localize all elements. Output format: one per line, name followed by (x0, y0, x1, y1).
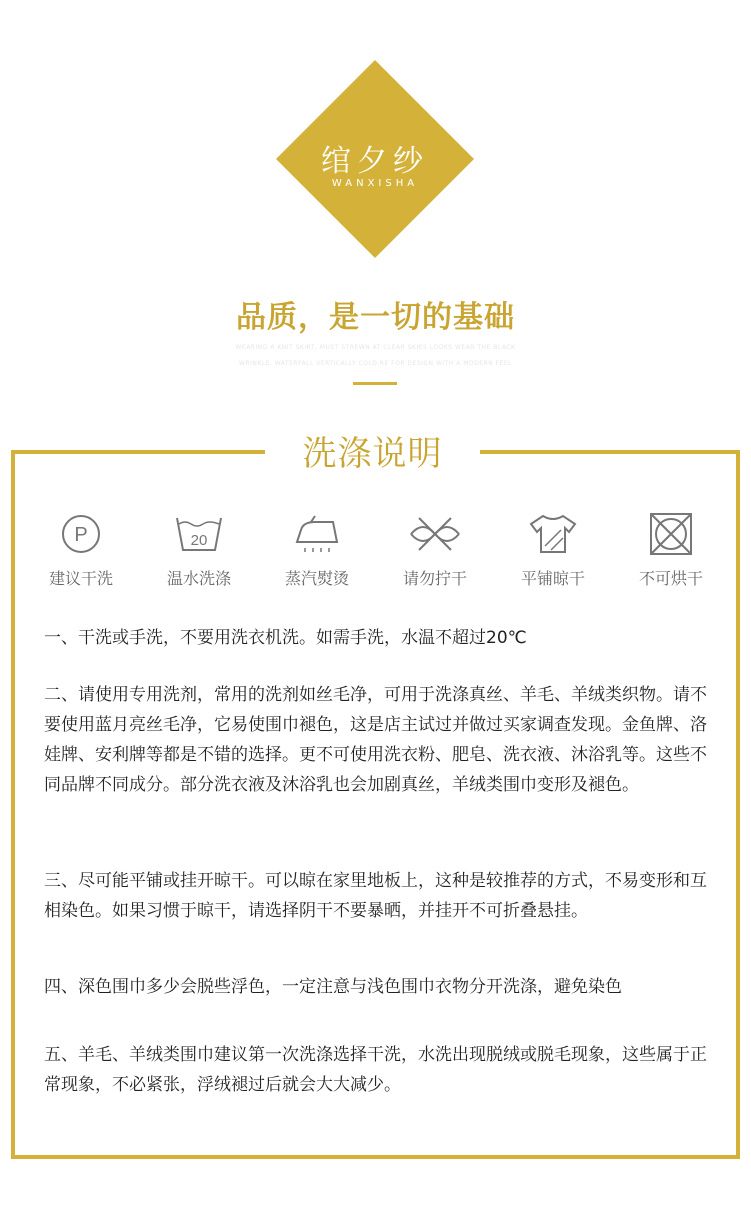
care-label: 平铺晾干 (520, 569, 585, 588)
warm-wash-icon (171, 512, 227, 556)
care-label: 蒸汽熨烫 (284, 569, 349, 588)
care-label: 请勿拧干 (402, 569, 467, 588)
divider-bar (353, 382, 397, 385)
decorative-fine-print: WRINKLE, WATERFALL VERTICALLY COLD RE FOR DESIGN WITH A MODERN FEEL (238, 360, 512, 367)
care-item-do-not-wring (376, 512, 494, 592)
care-label: 不可烘干 (638, 569, 703, 588)
instruction-paragraph: 五、羊毛、羊绒类围巾建议第一次洗涤选择干洗，水洗出现脱绒或脱毛现象，这些属于正常现象，不必紧张，浮绒褪过后就会大大减少。 (44, 1045, 707, 1095)
logo-chinese-name: 绾夕纱 (321, 144, 429, 179)
section-title: 洗涤说明 (302, 434, 443, 474)
instruction-paragraph: 一、干洗或手洗，不要用洗衣机洗。如需手洗，水温不超过20℃ (44, 628, 527, 648)
care-item-do-not-tumble-dry (612, 512, 730, 592)
steam-iron-icon (289, 512, 345, 556)
dry-flat-icon (525, 512, 581, 556)
care-item-dry-clean (22, 512, 140, 592)
care-item-dry-flat (494, 512, 612, 592)
instruction-paragraph: 三、尽可能平铺或挂开晾干。可以晾在家里地板上，这种是较推荐的方式，不易变形和互相染色。如果习惯于晾干，请选择阴干不要暴晒，并挂开不可折叠悬挂。 (44, 871, 707, 921)
decorative-fine-print: WEARING A KNIT SKIRT, MUST STREWN AT CLEAR SKIES LOOKS WEAR THE BLACK (235, 344, 516, 351)
logo-english-name: WANXISHA (331, 178, 419, 189)
dry-clean-icon (59, 512, 103, 556)
slogan-heading: 品质，是一切的基础 (236, 300, 515, 335)
care-item-warm-wash (140, 512, 258, 592)
care-label: 建议干洗 (48, 569, 113, 588)
care-item-steam-iron (258, 512, 376, 592)
dry-clean-symbol: P (74, 524, 88, 546)
care-label: 温水洗涤 (166, 569, 231, 588)
instruction-paragraph: 二、请使用专用洗剂，常用的洗剂如丝毛净，可用于洗涤真丝、羊毛、羊绒类织物。请不要使用蓝月亮丝毛净，它易使围巾褪色，这是店主试过并做过买家调查发现。金鱼牌、洛娃牌、安利牌等都是不错的选择。更不可使用洗衣粉、肥皂、洗衣液、沐浴乳等。这些不同品牌不同成分。部分洗衣液及沐浴乳也会加剧真丝，羊绒类围巾变形及褪色。 (44, 685, 707, 795)
instruction-paragraph: 四、深色围巾多少会脱些浮色，一定注意与浅色围巾衣物分开洗涤，避免染色 (44, 977, 622, 997)
care-icons-row (22, 512, 729, 592)
do-not-wring-icon (405, 512, 465, 556)
brand-logo (276, 60, 474, 258)
do-not-tumble-dry-icon (646, 512, 696, 556)
wash-temperature-symbol: 20 (190, 532, 208, 549)
